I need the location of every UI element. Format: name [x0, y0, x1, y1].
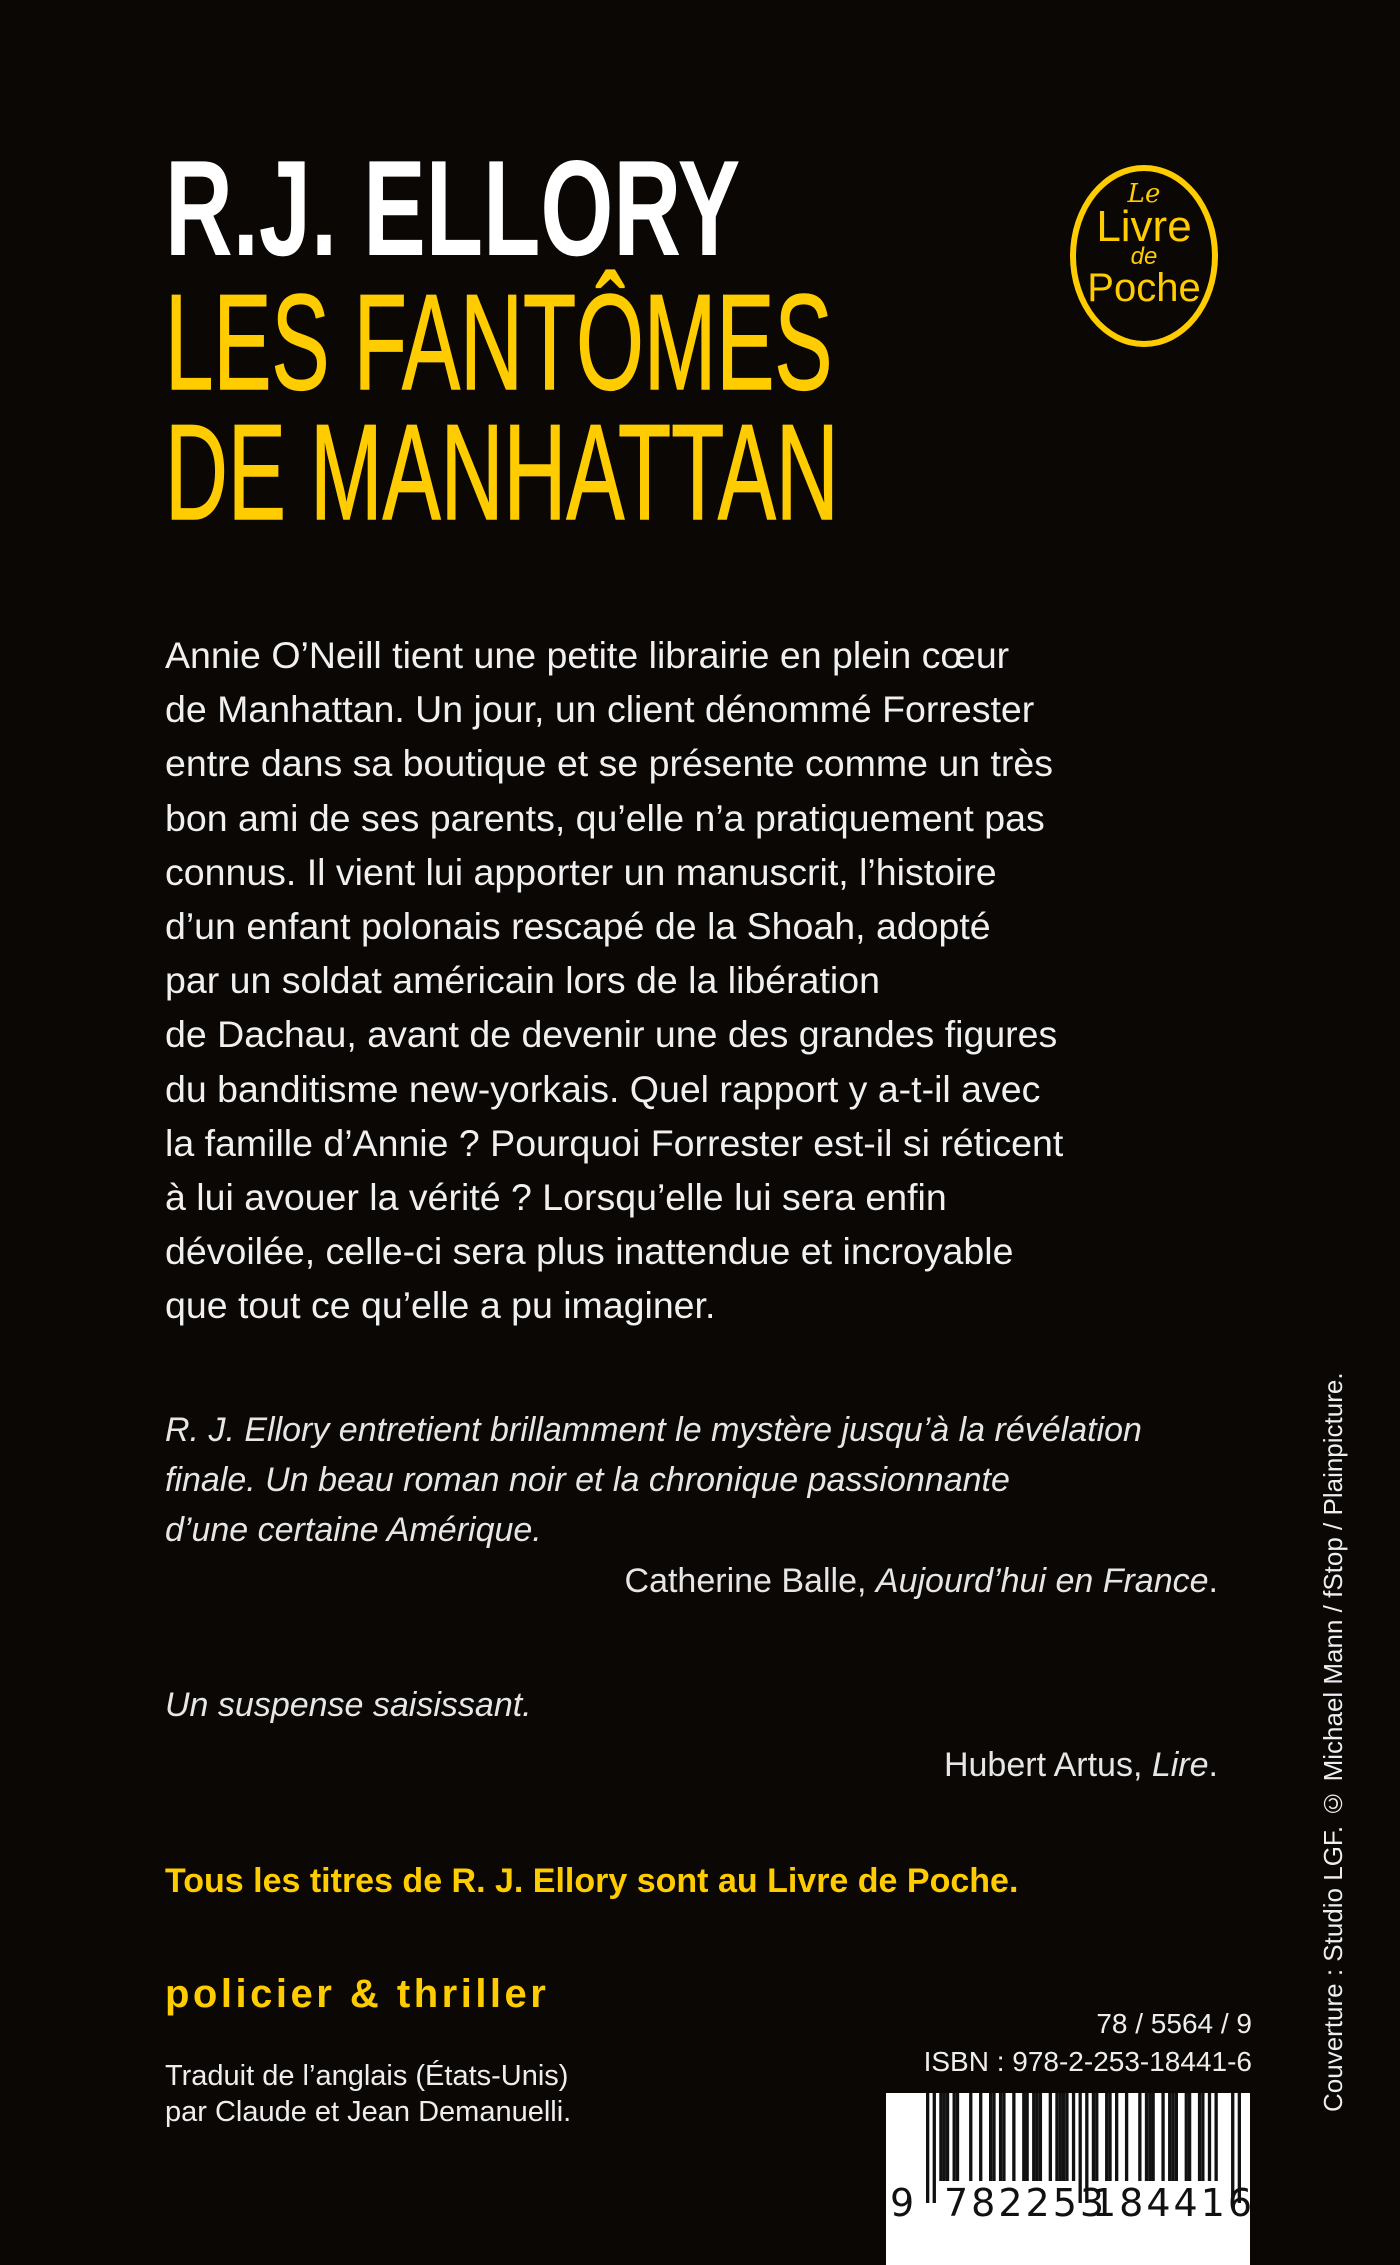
- cover-credit: Couverture : Studio LGF. © Michael Mann / fStop / Plainpicture.: [1318, 1372, 1348, 2112]
- review-source: Aujourd’hui en France: [875, 1562, 1209, 1600]
- book-title-line-2: [165, 396, 1218, 548]
- barcode-bar: [953, 2093, 956, 2181]
- barcode-bar: [979, 2093, 982, 2181]
- text-line: finale. Un beau roman noir et la chronique passionnante: [165, 1461, 1010, 1499]
- barcode-bar: [939, 2093, 942, 2181]
- barcode-bar: [956, 2093, 959, 2181]
- barcode-bar: [1039, 2093, 1042, 2181]
- barcode-bar: [1055, 2093, 1058, 2181]
- barcode: [886, 2093, 1256, 2265]
- barcode-bar: [1105, 2093, 1108, 2181]
- barcode-bar: [1059, 2093, 1062, 2181]
- barcode-bar: [1138, 2093, 1141, 2181]
- translation-line: par Claude et Jean Demanuelli.: [165, 2096, 572, 2128]
- isbn: ISBN : 978-2-253-18441-6: [923, 2046, 1252, 2077]
- title-text-2: DE MANHATTAN: [165, 396, 839, 548]
- title-text-1: LES FANTÔMES: [165, 266, 833, 418]
- barcode-bar: [1095, 2093, 1098, 2181]
- barcode-bar: [946, 2093, 949, 2181]
- review-quote-1: [165, 1405, 1142, 1555]
- barcode-bar: [1072, 2093, 1075, 2181]
- text-line: bon ami de ses parents, qu’elle n’a pratiquement pas: [165, 796, 1045, 839]
- barcode-bar: [1171, 2093, 1174, 2181]
- barcode-bar: [1049, 2093, 1052, 2181]
- logo-poche: Poche: [1087, 266, 1201, 310]
- text-line: dévoilée, celle-ci sera plus inattendue et incroyable: [165, 1230, 1014, 1273]
- barcode-bar: [1151, 2093, 1154, 2181]
- barcode-bar: [1012, 2093, 1015, 2181]
- barcode-bar: [1092, 2093, 1095, 2181]
- genre-label: policier & thriller: [165, 1972, 550, 2016]
- logo-de: de: [1130, 243, 1158, 270]
- barcode-digit-first: 9: [890, 2181, 918, 2225]
- text-line: de Manhattan. Un jour, un client dénommé Forrester: [165, 688, 1035, 731]
- blurb: [165, 628, 1063, 1333]
- text-line: d’une certaine Amérique.: [165, 1511, 542, 1549]
- reviewer-name: Hubert Artus,: [943, 1746, 1152, 1784]
- barcode-bar: [1148, 2093, 1151, 2181]
- publisher-logo: [1070, 165, 1218, 347]
- text-line: d’un enfant polonais rescapé de la Shoah, adopté: [165, 905, 991, 948]
- all-titles-note: Tous les titres de R. J. Ellory sont au Livre de Poche.: [165, 1862, 1019, 1900]
- text-line: R. J. Ellory entretient brillamment le mystère jusqu’à la révélation: [165, 1411, 1142, 1449]
- barcode-bar: [1002, 2093, 1005, 2181]
- barcode-bar: [1198, 2093, 1201, 2181]
- punct: .: [1208, 1562, 1218, 1600]
- barcode-bar: [992, 2093, 995, 2181]
- text-line: du banditisme new-yorkais. Quel rapport y a-t-il avec: [165, 1067, 1041, 1110]
- text-line: Annie O’Neill tient une petite librairie en plein cœur: [165, 634, 1010, 676]
- barcode-bar: [926, 2093, 929, 2203]
- review-quote-2: [165, 1680, 532, 1730]
- text-line: à lui avouer la vérité ? Lorsqu’elle lui sera enfin: [165, 1176, 947, 1219]
- barcode-bar: [1188, 2093, 1191, 2181]
- barcode-bar: [1208, 2093, 1211, 2181]
- author-text: R.J. ELLORY: [165, 132, 741, 284]
- barcode-bar: [989, 2093, 992, 2181]
- review-source: Lire: [1151, 1746, 1209, 1784]
- punct: .: [1208, 1746, 1218, 1784]
- barcode-bar: [1115, 2093, 1118, 2181]
- barcode-bar: [999, 2093, 1002, 2181]
- logo-livre: Livre: [1096, 202, 1192, 251]
- barcode-bar: [1161, 2093, 1164, 2181]
- barcode-digits-right: 184416: [1092, 2181, 1256, 2225]
- author-name: [165, 132, 999, 284]
- barcode-bar: [1145, 2093, 1148, 2181]
- reviewer-name: Catherine Balle,: [624, 1562, 876, 1600]
- barcode-bar: [943, 2093, 946, 2181]
- barcode-bar: [1108, 2093, 1111, 2181]
- logo-le: Le: [1127, 179, 1161, 209]
- barcode-bar: [1125, 2093, 1128, 2181]
- reference-number: 78 / 5564 / 9: [1096, 2008, 1252, 2039]
- review-attribution-2: [944, 1746, 1218, 1785]
- barcode-bar: [1175, 2093, 1178, 2181]
- text-line: connus. Il vient lui apporter un manuscrit, l’histoire: [165, 850, 997, 893]
- barcode-bar: [1185, 2093, 1188, 2181]
- barcode-bar: [1035, 2093, 1038, 2181]
- translation-credit: [165, 2058, 571, 2130]
- barcode-bar: [1025, 2093, 1028, 2181]
- text-line: par un soldat américain lors de la libération: [165, 959, 880, 1002]
- text-line: que tout ce qu’elle a pu imaginer.: [165, 1284, 716, 1327]
- barcode-bar: [933, 2093, 936, 2203]
- barcode-bar: [1214, 2093, 1217, 2181]
- text-line: Un suspense saisissant.: [165, 1686, 532, 1724]
- text-line: entre dans sa boutique et se présente comme un très: [165, 742, 1054, 785]
- barcode-bar: [1022, 2093, 1025, 2181]
- barcode-bar: [1062, 2093, 1065, 2181]
- review-attribution-1: [625, 1562, 1218, 1601]
- book-title-line-1: [165, 266, 1208, 418]
- barcode-digits-left: 782253: [944, 2181, 1108, 2225]
- barcode-bar: [1065, 2093, 1068, 2181]
- barcode-bar: [1032, 2093, 1035, 2181]
- barcode-bar: [969, 2093, 972, 2181]
- text-line: la famille d’Annie ? Pourquoi Forrester est-il si réticent: [165, 1121, 1064, 1164]
- text-line: de Dachau, avant de devenir une des grandes figures: [165, 1013, 1058, 1056]
- barcode-bar: [1201, 2093, 1204, 2181]
- translation-line: Traduit de l’anglais (États-Unis): [165, 2060, 569, 2092]
- barcode-bar: [1168, 2093, 1171, 2181]
